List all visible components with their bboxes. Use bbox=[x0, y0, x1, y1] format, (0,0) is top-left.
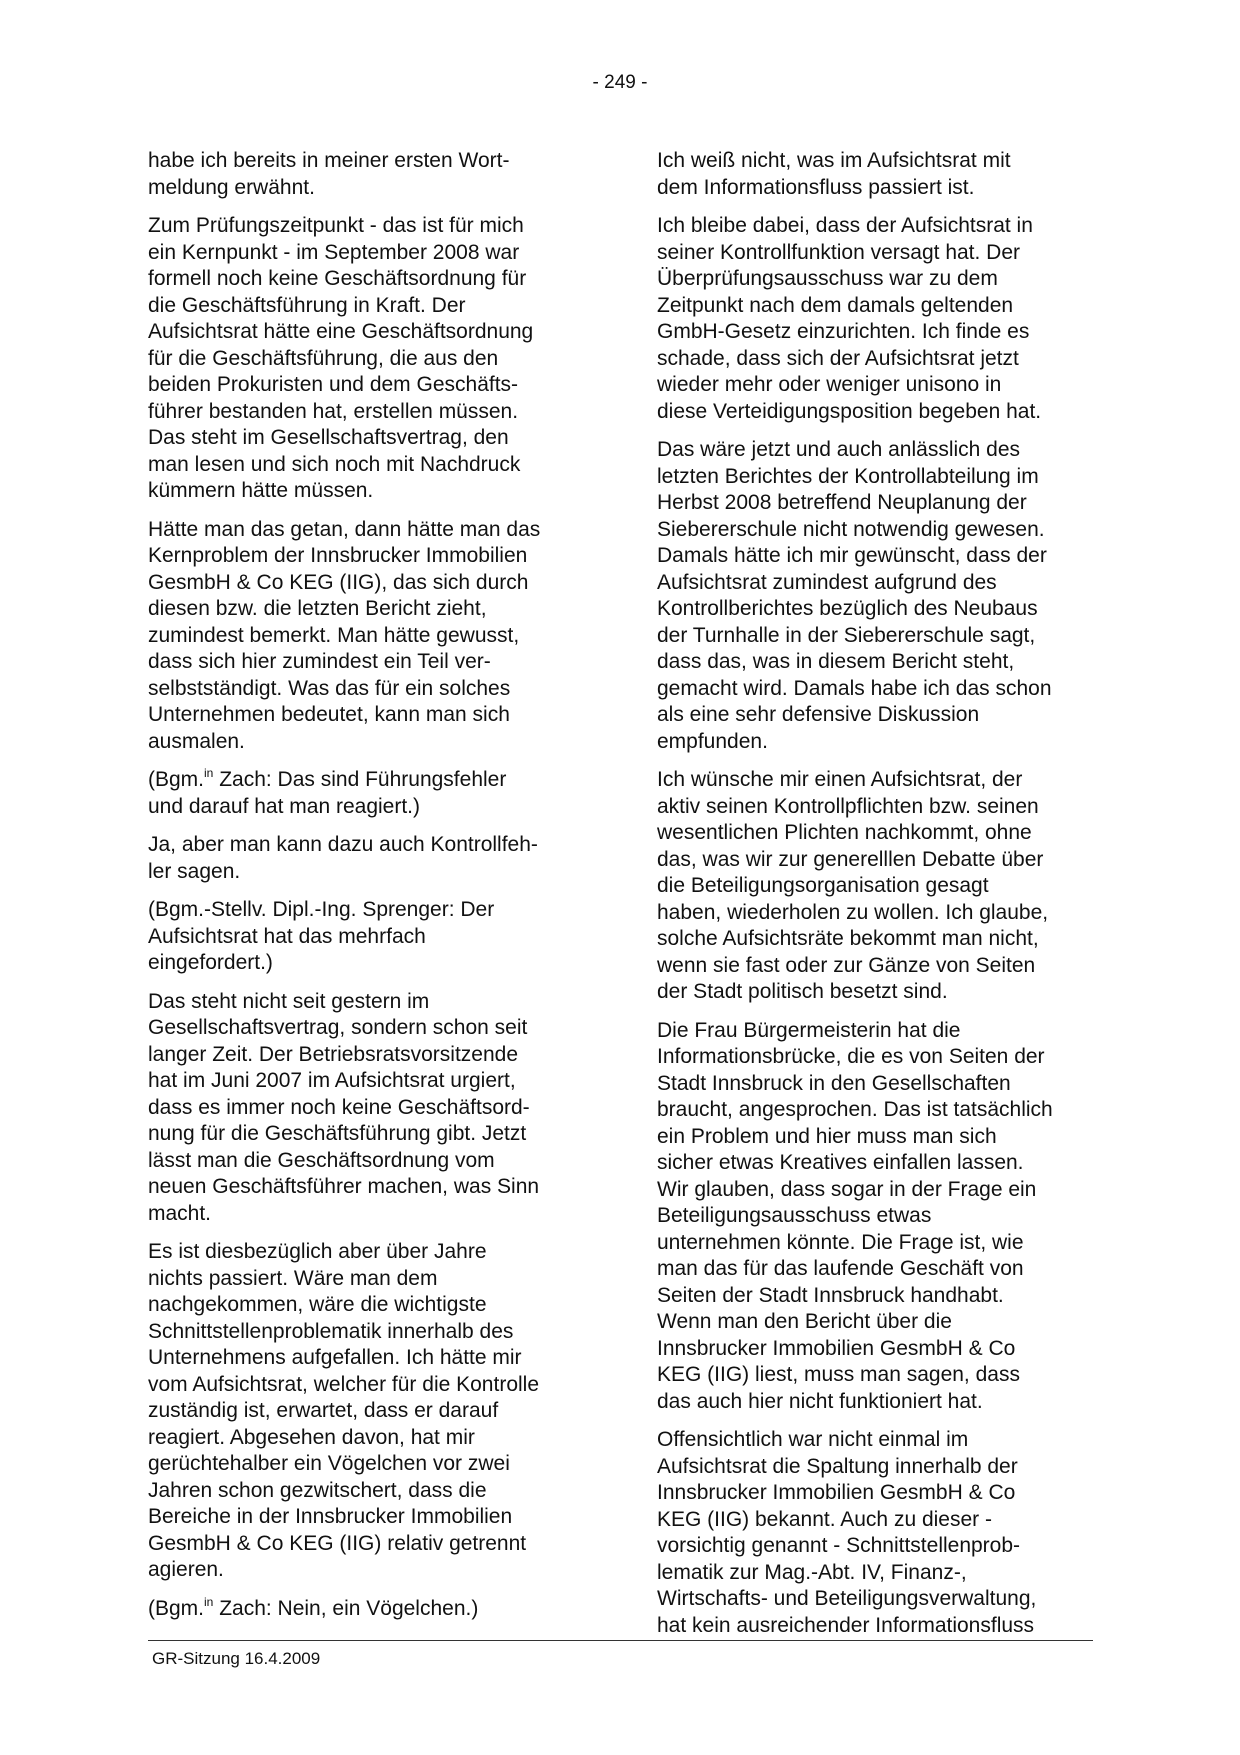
interjection: (Bgm.-Stellv. Dipl.-Ing. Sprenger: Der Aufsichtsrat hat das mehrfach eingefordert.) bbox=[148, 898, 495, 974]
paragraph: Zum Prüfungszeitpunkt - das ist für mich ein Kernpunkt - im September 2008 war formell noch keine Geschäftsordnung für die Geschäftsführung in Kraft. Der Aufsichtsrat hätte eine Geschäftsordnung für die Geschäftsführung, die aus den beiden Prokuristen und dem Geschäfts- führer bestanden hat, erstellen müssen. Das steht im Gesellschaftsvertrag, den man lesen und sich noch mit Nachdruck kümmern hätte müssen. bbox=[148, 214, 534, 502]
right-column bbox=[657, 148, 1097, 1651]
interjection bbox=[148, 767, 588, 820]
paragraph: Die Frau Bürgermeisterin hat die Informationsbrücke, die es von Seiten der Stadt Innsbruck in den Gesellschaften braucht, angesprochen. Das ist tatsächlich ein Problem und hier muss man sich sicher etwas Kreatives einfallen lassen. Wir glauben, dass sogar in der Frage ein Beteiligungsausschuss etwas unternehmen könnte. Die Frage ist, wie man das für das laufende Geschäft von Seiten der Stadt Innsbruck handhabt. Wenn man den Bericht über die Innsbrucker Immobilien GesmbH & Co KEG (IIG) liest, muss man sagen, dass das auch hier nicht funktioniert hat. bbox=[657, 1018, 1053, 1413]
paragraph: Das steht nicht seit gestern im Gesellschaftsvertrag, sondern schon seit langer Zeit. Der Betriebsratsvorsitzende hat im Juni 2007 im Aufsichtsrat urgiert, dass es immer noch keine Geschäftsord- nung für die Geschäftsführung gibt. Jetzt lässt man die Geschäftsordnung vom neuen Geschäftsführer machen, was Sinn macht. bbox=[148, 989, 540, 1225]
footer-divider bbox=[148, 1640, 1093, 1641]
superscript: in bbox=[204, 1594, 214, 1609]
paragraph: Ich bleibe dabei, dass der Aufsichtsrat in seiner Kontrollfunktion versagt hat. Der Überprüfungsausschuss war zu dem Zeitpunkt nach dem damals geltenden GmbH-Gesetz einzurichten. Ich finde es schade, dass sich der Aufsichtsrat jetzt wieder mehr oder weniger unisono in diese Verteidigungsposition begeben hat. bbox=[657, 214, 1042, 423]
speaker-prefix: (Bgm. bbox=[148, 768, 205, 791]
paragraph: Offensichtlich war nicht einmal im Aufsichtsrat die Spaltung innerhalb der Innsbrucker Immobilien GesmbH & Co KEG (IIG) bekannt. Auch zu dieser - vorsichtig genannt - Schnittstellenprob- lematik zur Mag.-Abt. IV, Finanz-, Wirtschafts- und Beteiligungsverwaltung, hat kein ausreichender Informationsfluss bbox=[657, 1428, 1037, 1637]
paragraph: Das wäre jetzt und auch anlässlich des letzten Berichtes der Kontrollabteilung im Herbst 2008 betreffend Neuplanung der Siebererschule nicht notwendig gewesen. Damals hätte ich mir gewünscht, dass der Aufsichtsrat zumindest aufgrund des Kontrollberichtes bezüglich des Neubaus der Turnhalle in der Siebererschule sagt, dass das, was in diesem Bericht steht, gemacht wird. Damals habe ich das schon als eine sehr defensive Diskussion empfunden. bbox=[657, 438, 1052, 753]
superscript: in bbox=[204, 766, 214, 780]
paragraph: Ich weiß nicht, was im Aufsichtsrat mit dem Informationsfluss passiert ist. bbox=[657, 149, 1011, 199]
paragraph: Hätte man das getan, dann hätte man das Kernproblem der Innsbrucker Immobilien GesmbH & Co KEG (IIG), das sich durch diesen bzw. die letzten Bericht zieht, zumindest bemerkt. Man hätte gewusst, dass sich hier zumindest ein Teil ver- selbstständigt. Was das für ein solches Unternehmen bedeutet, kann man sich ausmalen. bbox=[148, 517, 541, 753]
interjection-text: Zach: Nein, ein Vögelchen.) bbox=[213, 1596, 479, 1620]
interjection-text: Zach: Das sind Führungsfehler und darauf hat man reagiert.) bbox=[148, 768, 507, 818]
footer-session-label: GR-Sitzung 16.4.2009 bbox=[152, 1649, 321, 1668]
speaker-prefix: (Bgm. bbox=[148, 1596, 205, 1620]
left-column bbox=[148, 148, 588, 1634]
paragraph: Es ist diesbezüglich aber über Jahre nichts passiert. Wäre man dem nachgekommen, wäre die wichtigste Schnittstellenproblematik innerhalb des Unternehmens aufgefallen. Ich hätte mir vom Aufsichtsrat, welcher für die Kontrolle zuständig ist, erwartet, dass er darauf reagiert. Abgesehen davon, hat mir gerüchtehalber ein Vögelchen vor zwei Jahren schon gezwitschert, dass die Bereiche in der Innsbrucker Immobilien GesmbH & Co KEG (IIG) relativ getrennt agieren. bbox=[148, 1240, 540, 1581]
paragraph: Ich wünsche mir einen Aufsichtsrat, der aktiv seinen Kontrollpflichten bzw. seinen wesentlichen Plichten nachkommt, ohne das, was wir zur generelllen Debatte über die Beteiligungsorganisation gesagt haben, wiederholen zu wollen. Ich glaube, solche Aufsichtsräte bekommt man nicht, wenn sie fast oder zur Gänze von Seiten der Stadt politisch besetzt sind. bbox=[657, 768, 1049, 1003]
paragraph: Ja, aber man kann dazu auch Kontrollfeh- ler sagen. bbox=[148, 833, 538, 883]
paragraph: habe ich bereits in meiner ersten Wort- meldung erwähnt. bbox=[148, 149, 510, 199]
interjection bbox=[148, 1596, 588, 1623]
page-number: - 249 - bbox=[592, 72, 648, 93]
